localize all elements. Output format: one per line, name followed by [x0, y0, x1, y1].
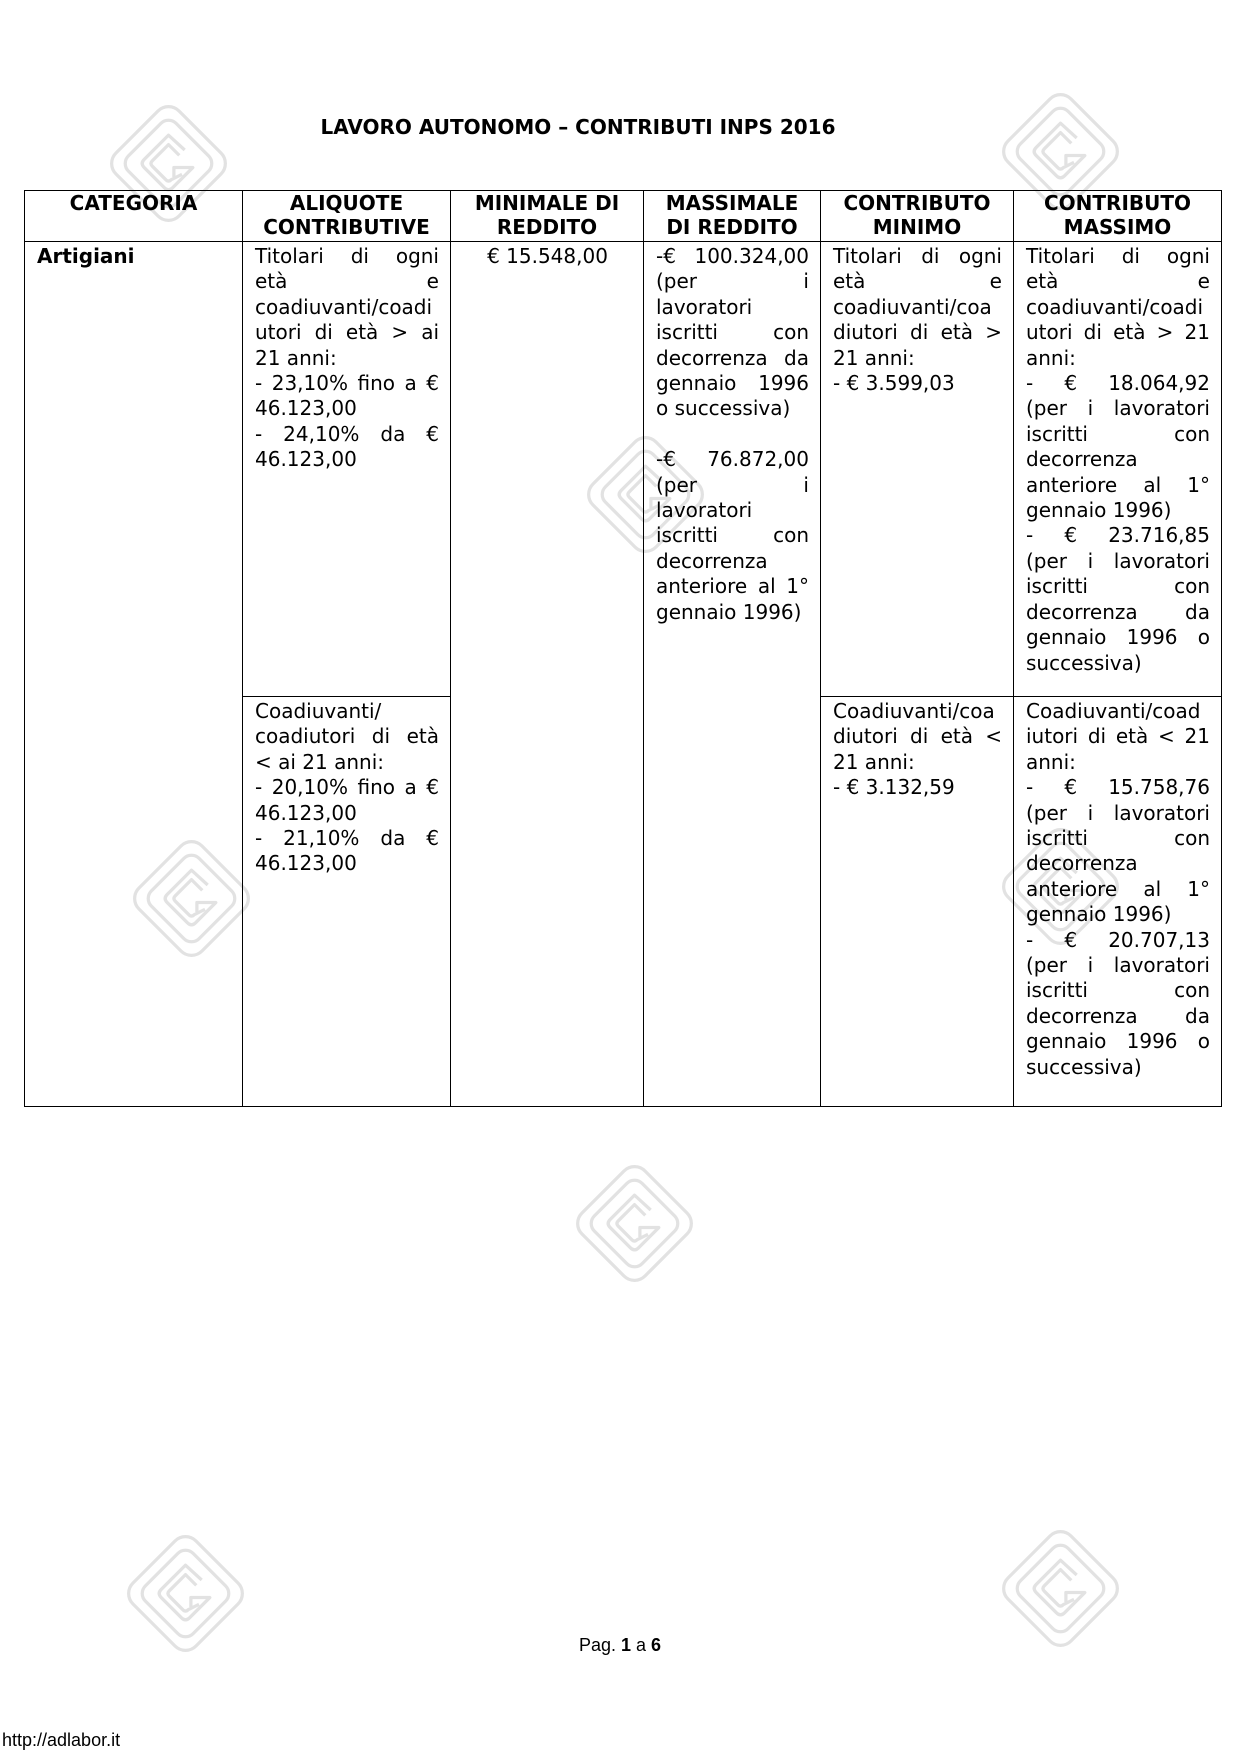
cell-line: (per i [656, 269, 809, 294]
header-line: CONTRIBUTO [843, 191, 991, 215]
cell-line: successiva) [1026, 1054, 1142, 1079]
cell-line: 46.123,00 [255, 447, 357, 472]
cell-line: gennaio 1996 [656, 371, 809, 396]
cell-paragraph [833, 699, 1002, 775]
cell-line: anteriore al 1° [656, 574, 809, 599]
cell-line: - € 20.707,13 [1026, 927, 1210, 952]
cell-line: diutori di età < [833, 724, 1002, 749]
cell-line: Coadiuvanti/ [255, 699, 382, 723]
cell-paragraph [656, 244, 809, 422]
cell-line: iscritti con [1026, 978, 1210, 1003]
header-line: MINIMALE DI [474, 191, 620, 215]
cell-line: - 23,10% fino a € [255, 371, 439, 396]
header-contributo-minimo [821, 191, 1014, 242]
cell-line: gennaio 1996) [1026, 498, 1172, 523]
header-minimale [451, 191, 644, 242]
cell-line: Titolari di ogni [255, 244, 439, 268]
cell-line: decorrenza [1026, 851, 1138, 876]
source-url: http://adlabor.it [2, 1730, 121, 1750]
cell-line: gennaio 1996) [656, 599, 802, 624]
cell-line: gennaio 1996 o [1026, 625, 1210, 650]
cell-line: iscritti con [1026, 421, 1210, 446]
cell-line: - € 3.599,03 [833, 371, 955, 396]
cell-aliquote [243, 242, 451, 697]
cell-line: o successiva) [656, 396, 791, 421]
cell-paragraph [1026, 928, 1210, 1080]
cell-line: iscritti con [656, 320, 809, 345]
cell-paragraph [1026, 523, 1210, 675]
cell-paragraph [255, 826, 439, 877]
cell-aliquote [243, 697, 451, 1107]
cell-line: Coadiuvanti/coa [833, 699, 995, 723]
cell-line: - 24,10% da € [255, 421, 439, 446]
watermark-logo [567, 1156, 702, 1291]
cell-contributo-minimo [821, 697, 1014, 1107]
header-categoria [25, 191, 243, 242]
cell-line: iscritti con [1026, 826, 1210, 851]
cell-paragraph [1026, 244, 1210, 371]
cell-contributo-massimo [1014, 697, 1222, 1107]
cell-line: (per i lavoratori [1026, 396, 1210, 421]
page-number [0, 1634, 1240, 1656]
cell-line: - 20,10% fino a € [255, 775, 439, 800]
header-line: MASSIMALE [665, 191, 799, 215]
page-label: Pag. [578, 1635, 616, 1655]
cell-line: - 21,10% da € [255, 826, 439, 851]
cell-line: (per i lavoratori [1026, 953, 1210, 978]
table-row [25, 242, 1222, 697]
cell-line: anni: [1026, 749, 1076, 774]
cell-line: 46.123,00 [255, 800, 357, 825]
cell-line: - € 23.716,85 [1026, 523, 1210, 548]
cell-line: iscritti con [1026, 574, 1210, 599]
cell-paragraph [833, 371, 1002, 396]
header-line: CATEGORIA [69, 191, 198, 215]
table-header-row [25, 191, 1222, 242]
cell-line: coadiutori di età [255, 724, 439, 749]
cell-line: età e [255, 269, 439, 294]
header-line: CONTRIBUTO [1043, 191, 1192, 215]
cell-line: Coadiuvanti/coad [1026, 699, 1201, 723]
cell-line: decorrenza da [656, 345, 809, 370]
cell-line: anteriore al 1° [1026, 876, 1210, 901]
header-contributo-massimo [1014, 191, 1222, 242]
cell-line: diutori di età > [833, 320, 1002, 345]
cell-line: età e [833, 269, 1002, 294]
page-of: a [636, 1635, 647, 1655]
cell-line: - € 3.132,59 [833, 775, 955, 800]
page-total: 6 [651, 1635, 662, 1655]
cell-line: decorrenza [656, 548, 768, 573]
contributions-table [24, 190, 1222, 1107]
cell-line: Titolari di ogni [1026, 244, 1210, 268]
cell-paragraph [1026, 775, 1210, 927]
cell-line: 21 anni: [833, 749, 915, 774]
cell-line: (per i lavoratori [1026, 800, 1210, 825]
cell-line: 21 anni: [255, 345, 337, 370]
cell-line: lavoratori [656, 294, 753, 319]
cell-line: gennaio 1996) [1026, 902, 1172, 927]
cell-line: - € 18.064,92 [1026, 371, 1210, 396]
cell-paragraph [1026, 699, 1210, 775]
cell-line: iscritti con [656, 523, 809, 548]
cell-paragraph [833, 244, 1002, 371]
cell-line: (per i [656, 472, 809, 497]
cell-line: successiva) [1026, 650, 1142, 675]
cell-paragraph [255, 371, 439, 422]
cell-line: utori di età > ai [255, 320, 439, 345]
cell-line: coadiuvanti/coa [833, 294, 992, 319]
cell-line: anteriore al 1° [1026, 472, 1210, 497]
cell-categoria [25, 242, 243, 1107]
cell-line: - € 15.758,76 [1026, 775, 1210, 800]
header-line: REDDITO [496, 215, 598, 239]
cell-line: coadiuvanti/coadi [1026, 294, 1204, 319]
cell-line: -€ 100.324,00 [656, 244, 809, 268]
cell-line: 46.123,00 [255, 851, 357, 876]
cell-contributo-massimo [1014, 242, 1222, 697]
cell-contributo-minimo [821, 242, 1014, 697]
cell-massimale [644, 242, 821, 1107]
header-line: ALIQUOTE [289, 191, 404, 215]
header-aliquote [243, 191, 451, 242]
cell-minimale [451, 242, 644, 1107]
header-line: MINIMO [872, 215, 962, 239]
cell-line: età e [1026, 269, 1210, 294]
categoria-label: Artigiani [37, 244, 135, 268]
cell-paragraph [255, 699, 439, 775]
cell-line: 46.123,00 [255, 396, 357, 421]
cell-line: gennaio 1996 o [1026, 1029, 1210, 1054]
page-current: 1 [620, 1635, 631, 1655]
header-massimale [644, 191, 821, 242]
document-title: LAVORO AUTONOMO – CONTRIBUTI INPS 2016 [320, 115, 836, 139]
header-line: DI REDDITO [666, 215, 798, 239]
cell-line: -€ 76.872,00 [656, 447, 809, 472]
cell-line: Titolari di ogni [833, 244, 1002, 268]
cell-line: decorrenza da [1026, 599, 1210, 624]
cell-paragraph [255, 244, 439, 371]
cell-line: decorrenza [1026, 447, 1138, 472]
cell-line: iutori di età < 21 [1026, 724, 1210, 749]
cell-line: utori di età > 21 [1026, 320, 1210, 345]
cell-line: (per i lavoratori [1026, 548, 1210, 573]
header-line: MASSIMO [1063, 215, 1172, 239]
cell-paragraph [656, 447, 809, 625]
cell-line: anni: [1026, 345, 1076, 370]
cell-paragraph [833, 775, 1002, 800]
cell-paragraph [255, 422, 439, 473]
cell-line: lavoratori [656, 498, 753, 523]
cell-line: 21 anni: [833, 345, 915, 370]
cell-line: < ai 21 anni: [255, 749, 384, 774]
cell-paragraph [1026, 371, 1210, 523]
minimale-value: € 15.548,00 [487, 244, 608, 268]
header-line: CONTRIBUTIVE [263, 215, 430, 239]
cell-line: decorrenza da [1026, 1003, 1210, 1028]
cell-paragraph [255, 775, 439, 826]
cell-line: coadiuvanti/coadi [255, 294, 433, 319]
